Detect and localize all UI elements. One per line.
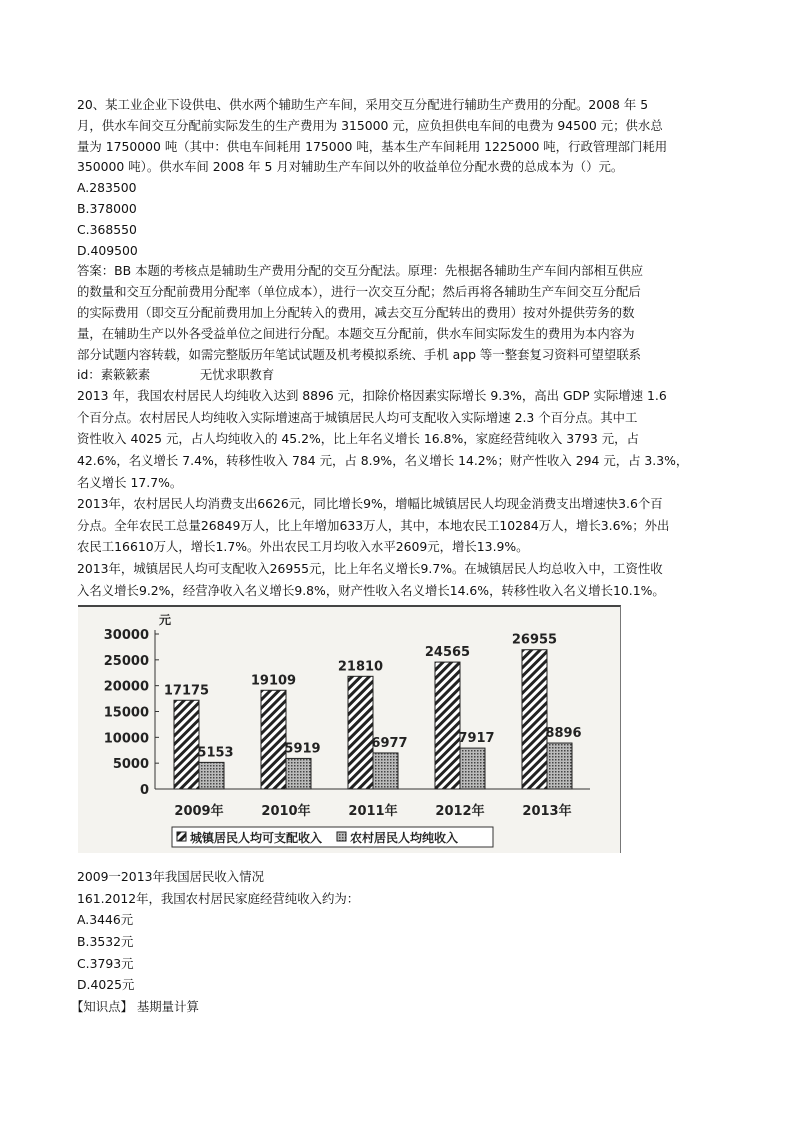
legend-label-urban: 城镇居民人均可支配收入 bbox=[190, 831, 323, 845]
bar-value-label: 26955 bbox=[511, 632, 558, 648]
y-tick-label: 5000 bbox=[112, 757, 149, 773]
rural-income-bar bbox=[286, 758, 311, 789]
answer-option: D.4025元 bbox=[77, 977, 135, 993]
bar-value-label: 5153 bbox=[197, 745, 234, 761]
answer-explanation-line: 的数量和交互分配前费用分配率（单位成本），进行一次交互分配；然后再将各辅助生产车间交互分配后 bbox=[77, 284, 641, 300]
y-tick-label: 15000 bbox=[103, 705, 149, 721]
answer-option: D.409500 bbox=[77, 242, 138, 258]
answer-explanation-line: 部分试题内容转载，如需完整版历年笔试试题及机考模拟系统、手机 app 等一整套复习资料可望望联系 bbox=[77, 346, 641, 362]
bar-value-label: 8896 bbox=[545, 726, 582, 742]
text-line: 2013年，城镇居民人均可支配收入26955元，比上年名义增长9.7%。在城镇居民人均总收入中，工资性收 bbox=[77, 561, 663, 576]
urban-income-bar bbox=[522, 650, 547, 789]
bar-value-label: 5919 bbox=[284, 741, 321, 757]
answer-option: C.3793元 bbox=[77, 955, 134, 971]
legend-swatch-urban bbox=[177, 832, 186, 841]
urban-income-bar bbox=[435, 662, 460, 789]
x-tick-label: 2010年 bbox=[261, 804, 311, 819]
text-line: 42.6%，名义增长 7.4%，转移性收入 784 元，占 8.9%，名义增长 14.2%；财产性收入 294 元，占 3.3%， bbox=[77, 453, 689, 469]
question-stem-line: 20、某工业企业下设供电、供水两个辅助生产车间，采用交互分配进行辅助生产费用的分配。2008 年 5 bbox=[77, 97, 649, 112]
answer-option: B.378000 bbox=[77, 200, 137, 216]
y-tick-label: 20000 bbox=[103, 679, 149, 695]
question-stem-line: 350000 吨）。供水车间 2008 年 5 月对辅助生产车间以外的收益单位分配水费的总成本为（）元。 bbox=[77, 159, 624, 175]
text-line: 入名义增长9.2%，经营净收入名义增长9.8%，财产性收入名义增长14.6%，转移性收入名义增长10.1%。 bbox=[77, 582, 665, 598]
legend-swatch-rural bbox=[337, 832, 346, 841]
bar-value-label: 21810 bbox=[337, 659, 384, 675]
x-tick-label: 2013年 bbox=[522, 804, 572, 819]
x-tick-label: 2009年 bbox=[174, 804, 224, 819]
y-tick-label: 10000 bbox=[103, 731, 149, 747]
y-axis-unit: 元 bbox=[159, 613, 172, 627]
bar-value-label: 19109 bbox=[250, 673, 297, 689]
answer-option: C.368550 bbox=[77, 221, 137, 237]
urban-income-bar bbox=[261, 690, 286, 789]
knowledge-point: 【知识点】 基期量计算 bbox=[71, 999, 199, 1015]
answer-option: B.3532元 bbox=[77, 934, 134, 950]
bar-value-label: 6977 bbox=[371, 735, 408, 751]
rural-income-bar bbox=[199, 762, 224, 789]
bar-value-label: 24565 bbox=[424, 645, 471, 661]
chart-caption: 2009一2013年我国居民收入情况 bbox=[77, 869, 264, 884]
x-tick-label: 2011年 bbox=[348, 804, 398, 819]
y-tick-label: 0 bbox=[139, 783, 149, 798]
answer-explanation-line: 量，在辅助生产以外各受益单位之间进行分配。本题交互分配前，供水车间实际发生的费用为本内容为 bbox=[77, 325, 635, 341]
bar-value-label: 7917 bbox=[458, 731, 495, 747]
text-line: 分点。全年农民工总量26849万人，比上年增加633万人，其中，本地农民工10284万人，增长3.6%；外出 bbox=[77, 517, 670, 533]
answer-explanation-line: id：素簌簌素 无忧求职教育 bbox=[77, 367, 275, 383]
answer-option: A.3446元 bbox=[77, 912, 134, 928]
text-line: 名义增长 17.7%。 bbox=[77, 474, 183, 490]
text-line: 个百分点。农村居民人均纯收入实际增速高于城镇居民人均可支配收入实际增速 2.3 个百分点。其中工 bbox=[77, 409, 638, 425]
legend-label-rural: 农村居民人均纯收入 bbox=[350, 831, 459, 845]
question-stem-line: 月，供水车间交互分配前实际发生的生产费用为 315000 元，应负担供电车间的电费为 94500 元；供水总 bbox=[77, 117, 663, 133]
y-tick-label: 30000 bbox=[103, 628, 149, 643]
answer-explanation-line: 答案：BB 本题的考核点是辅助生产费用分配的交互分配法。原理：先根据各辅助生产车间内部相互供应 bbox=[77, 263, 644, 279]
urban-income-bar bbox=[174, 700, 199, 789]
bar-value-label: 17175 bbox=[163, 683, 210, 699]
text-line: 2013年，农村居民人均消费支出6626元，同比增长9%，增幅比城镇居民人均现金消费支出增速快3.6个百 bbox=[77, 496, 663, 511]
answer-option: A.283500 bbox=[77, 180, 137, 196]
question-stem: 161.2012年，我国农村居民家庭经营纯收入约为： bbox=[77, 890, 360, 906]
urban-income-bar bbox=[348, 676, 373, 789]
question-161 bbox=[71, 866, 727, 1018]
text-line: 2013 年，我国农村居民人均纯收入达到 8896 元，扣除价格因素实际增长 9.3%，高出 GDP 实际增速 1.6 bbox=[77, 388, 667, 403]
question-stem-line: 量为 1750000 吨（其中：供电车间耗用 175000 吨，基本生产车间耗用 1225000 吨，行政管理部门耗用 bbox=[77, 138, 668, 154]
x-tick-label: 2012年 bbox=[435, 804, 485, 819]
rural-income-bar bbox=[547, 743, 572, 789]
rural-income-bar bbox=[373, 753, 398, 789]
y-tick-label: 25000 bbox=[103, 653, 149, 669]
answer-explanation-line: 的实际费用（即交互分配前费用加上分配转入的费用，减去交互分配转出的费用）按对外提供劳务的数 bbox=[77, 304, 635, 320]
text-line: 农民工16610万人，增长1.7%。外出农民工月均收入水平2609元，增长13.9%。 bbox=[77, 539, 529, 555]
rural-income-bar bbox=[460, 748, 485, 789]
text-line: 资性收入 4025 元，占人均纯收入的 45.2%，比上年名义增长 16.8%，家庭经营纯收入 3793 元，占 bbox=[77, 431, 639, 447]
